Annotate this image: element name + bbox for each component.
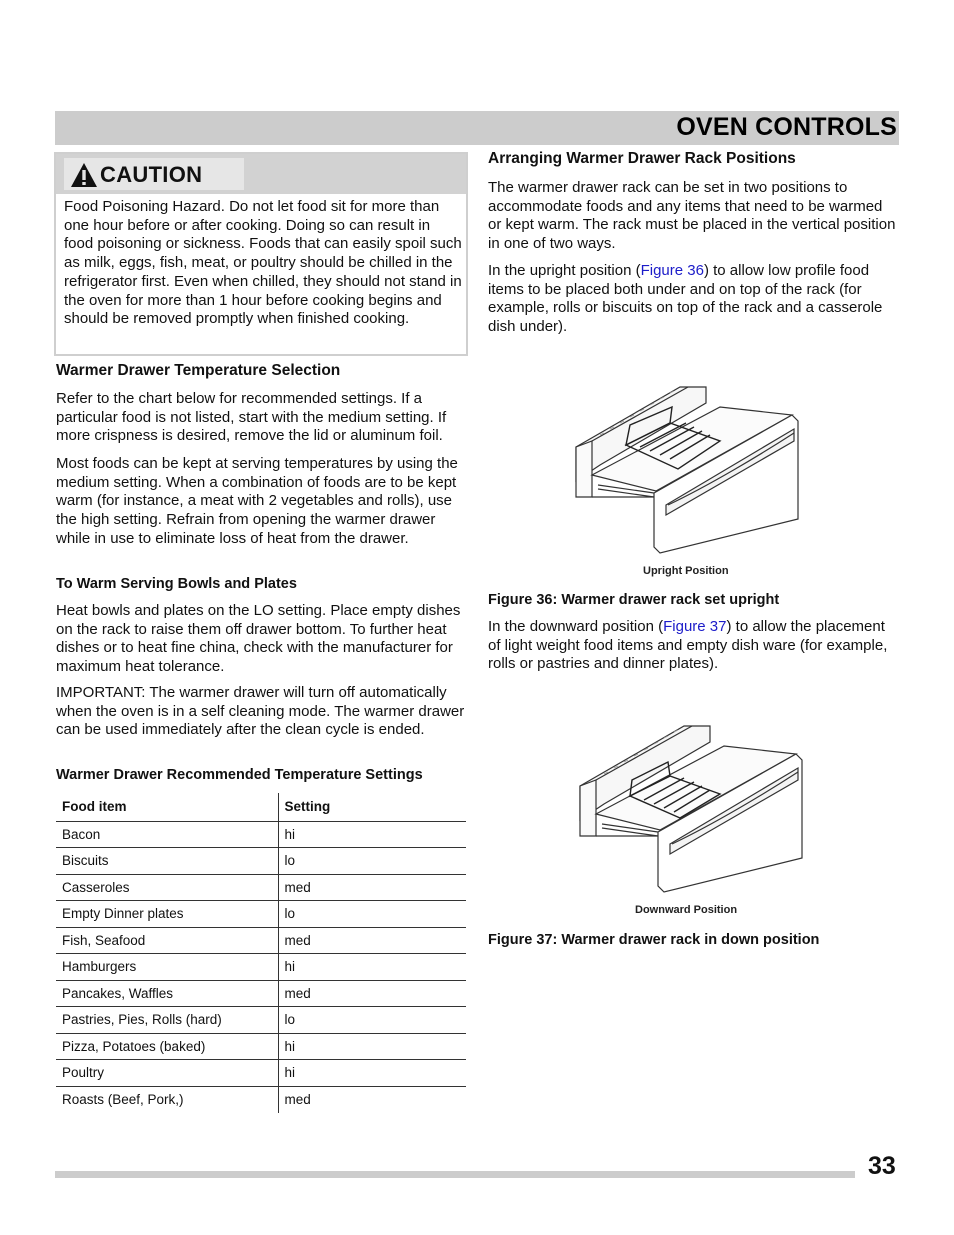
- table-header-row: [56, 793, 466, 821]
- temperature-selection-heading: Warmer Drawer Temperature Selection: [56, 362, 341, 379]
- drawer-upright-illustration: [570, 385, 810, 557]
- table-row: [56, 848, 466, 875]
- caution-badge: [64, 158, 244, 190]
- table-row: [56, 980, 466, 1007]
- page-title: OVEN CONTROLS: [676, 113, 897, 141]
- table-row: [56, 1007, 466, 1034]
- table-row: [56, 1086, 466, 1113]
- page-number: 33: [868, 1152, 896, 1180]
- column-header-setting: Setting: [278, 793, 466, 821]
- figure-36-link[interactable]: Figure 36: [640, 262, 704, 279]
- table-row: [56, 874, 466, 901]
- food-cell: Empty Dinner plates: [56, 901, 278, 928]
- food-cell: Bacon: [56, 821, 278, 848]
- drawer-downward-illustration: [574, 724, 814, 896]
- table-row: [56, 821, 466, 848]
- food-cell: Hamburgers: [56, 954, 278, 981]
- temperature-paragraph-2: Most foods can be kept at serving temperatures by using the medium setting. When a combination of foods are to be kept warm (for instance, a meat with 2 vegetables and rolls), use the high setting. Refrain from opening the warmer drawer while in use to eliminate loss of heat from the drawer.: [56, 455, 458, 547]
- column-header-food: Food item: [56, 793, 278, 821]
- caution-box: [54, 152, 468, 356]
- food-cell: Roasts (Beef, Pork,): [56, 1086, 278, 1113]
- setting-cell: hi: [278, 821, 466, 848]
- setting-cell: med: [278, 980, 466, 1007]
- header-bar: [55, 111, 899, 145]
- food-cell: Poultry: [56, 1060, 278, 1087]
- figure-37-caption: Figure 37: Warmer drawer rack in down position: [488, 932, 820, 948]
- table-row: [56, 1033, 466, 1060]
- figure-36-label: Upright Position: [643, 565, 729, 577]
- food-cell: Biscuits: [56, 848, 278, 875]
- setting-cell: lo: [278, 901, 466, 928]
- setting-cell: med: [278, 927, 466, 954]
- footer-bar: [55, 1171, 855, 1178]
- food-cell: Fish, Seafood: [56, 927, 278, 954]
- setting-cell: lo: [278, 1007, 466, 1034]
- settings-table-heading: Warmer Drawer Recommended Temperature Settings: [56, 767, 423, 783]
- food-cell: Casseroles: [56, 874, 278, 901]
- food-cell: Pancakes, Waffles: [56, 980, 278, 1007]
- setting-cell: med: [284, 1092, 311, 1107]
- rack-paragraph-1: The warmer drawer rack can be set in two positions to accommodate foods and any items that need to be warmed or kept warm. The rack must be placed in the vertical position in one of two ways.: [488, 179, 896, 253]
- caution-label: CAUTION: [100, 162, 203, 187]
- temperature-paragraph-1: Refer to the chart below for recommended settings. If a particular food is not listed, start with the medium setting. If more crispness is desired, remove the lid or aluminum foil.: [56, 390, 447, 445]
- setting-cell: med: [278, 874, 466, 901]
- bowls-plates-heading: To Warm Serving Bowls and Plates: [56, 576, 297, 592]
- table-row: [56, 954, 466, 981]
- table-row: [56, 1060, 466, 1087]
- rack-paragraph-2: In the upright position (Figure 36) to allow low profile food items to be placed both under and on top of the rack (for example, rolls or biscuits on top of the rack and a casserole dish under).: [488, 262, 883, 336]
- figure-36-caption: Figure 36: Warmer drawer rack set upright: [488, 592, 780, 608]
- rack-paragraph-3: In the downward position (Figure 37) to allow the placement of light weight food items and empty dish ware (for example, rolls or pastries and dinner plates).: [488, 618, 888, 673]
- food-cell: Pastries, Pies, Rolls (hard): [56, 1007, 278, 1034]
- table-row: [56, 927, 466, 954]
- figure-37-label: Downward Position: [635, 904, 738, 916]
- rack-positions-heading: Arranging Warmer Drawer Rack Positions: [488, 150, 796, 167]
- settings-table: [56, 793, 466, 1113]
- figure-37-link[interactable]: Figure 37: [663, 618, 727, 635]
- food-cell: Pizza, Potatoes (baked): [56, 1033, 278, 1060]
- setting-cell: lo: [278, 848, 466, 875]
- caution-header: [56, 154, 466, 194]
- setting-cell: hi: [278, 1060, 466, 1087]
- setting-cell: hi: [278, 1033, 466, 1060]
- setting-cell: hi: [278, 954, 466, 981]
- bowls-plates-paragraph: Heat bowls and plates on the LO setting. Place empty dishes on the rack to raise them off drawer bottom. To further heat dishes or to heat fine china, check with the manufacturer for maximum heat tolerance.: [56, 602, 461, 676]
- table-row: [56, 901, 466, 928]
- caution-text: Food Poisoning Hazard. Do not let food sit for more than one hour before or after cooking. Doing so can result in food poisoning or sickness. Foods that can easily spoil such as milk, eggs, fish, meat, or poultry should be chilled in the refrigerator first. Even when chilled, they should not stand in the oven for more than 1 hour before cooking begins and should be removed promptly when finished cooking.: [64, 198, 462, 328]
- warning-triangle-icon: [70, 162, 98, 188]
- important-paragraph: IMPORTANT: The warmer drawer will turn off automatically when the oven is in a self cleaning mode. The warmer drawer can be used immediately after the clean cycle is ended.: [56, 684, 465, 739]
